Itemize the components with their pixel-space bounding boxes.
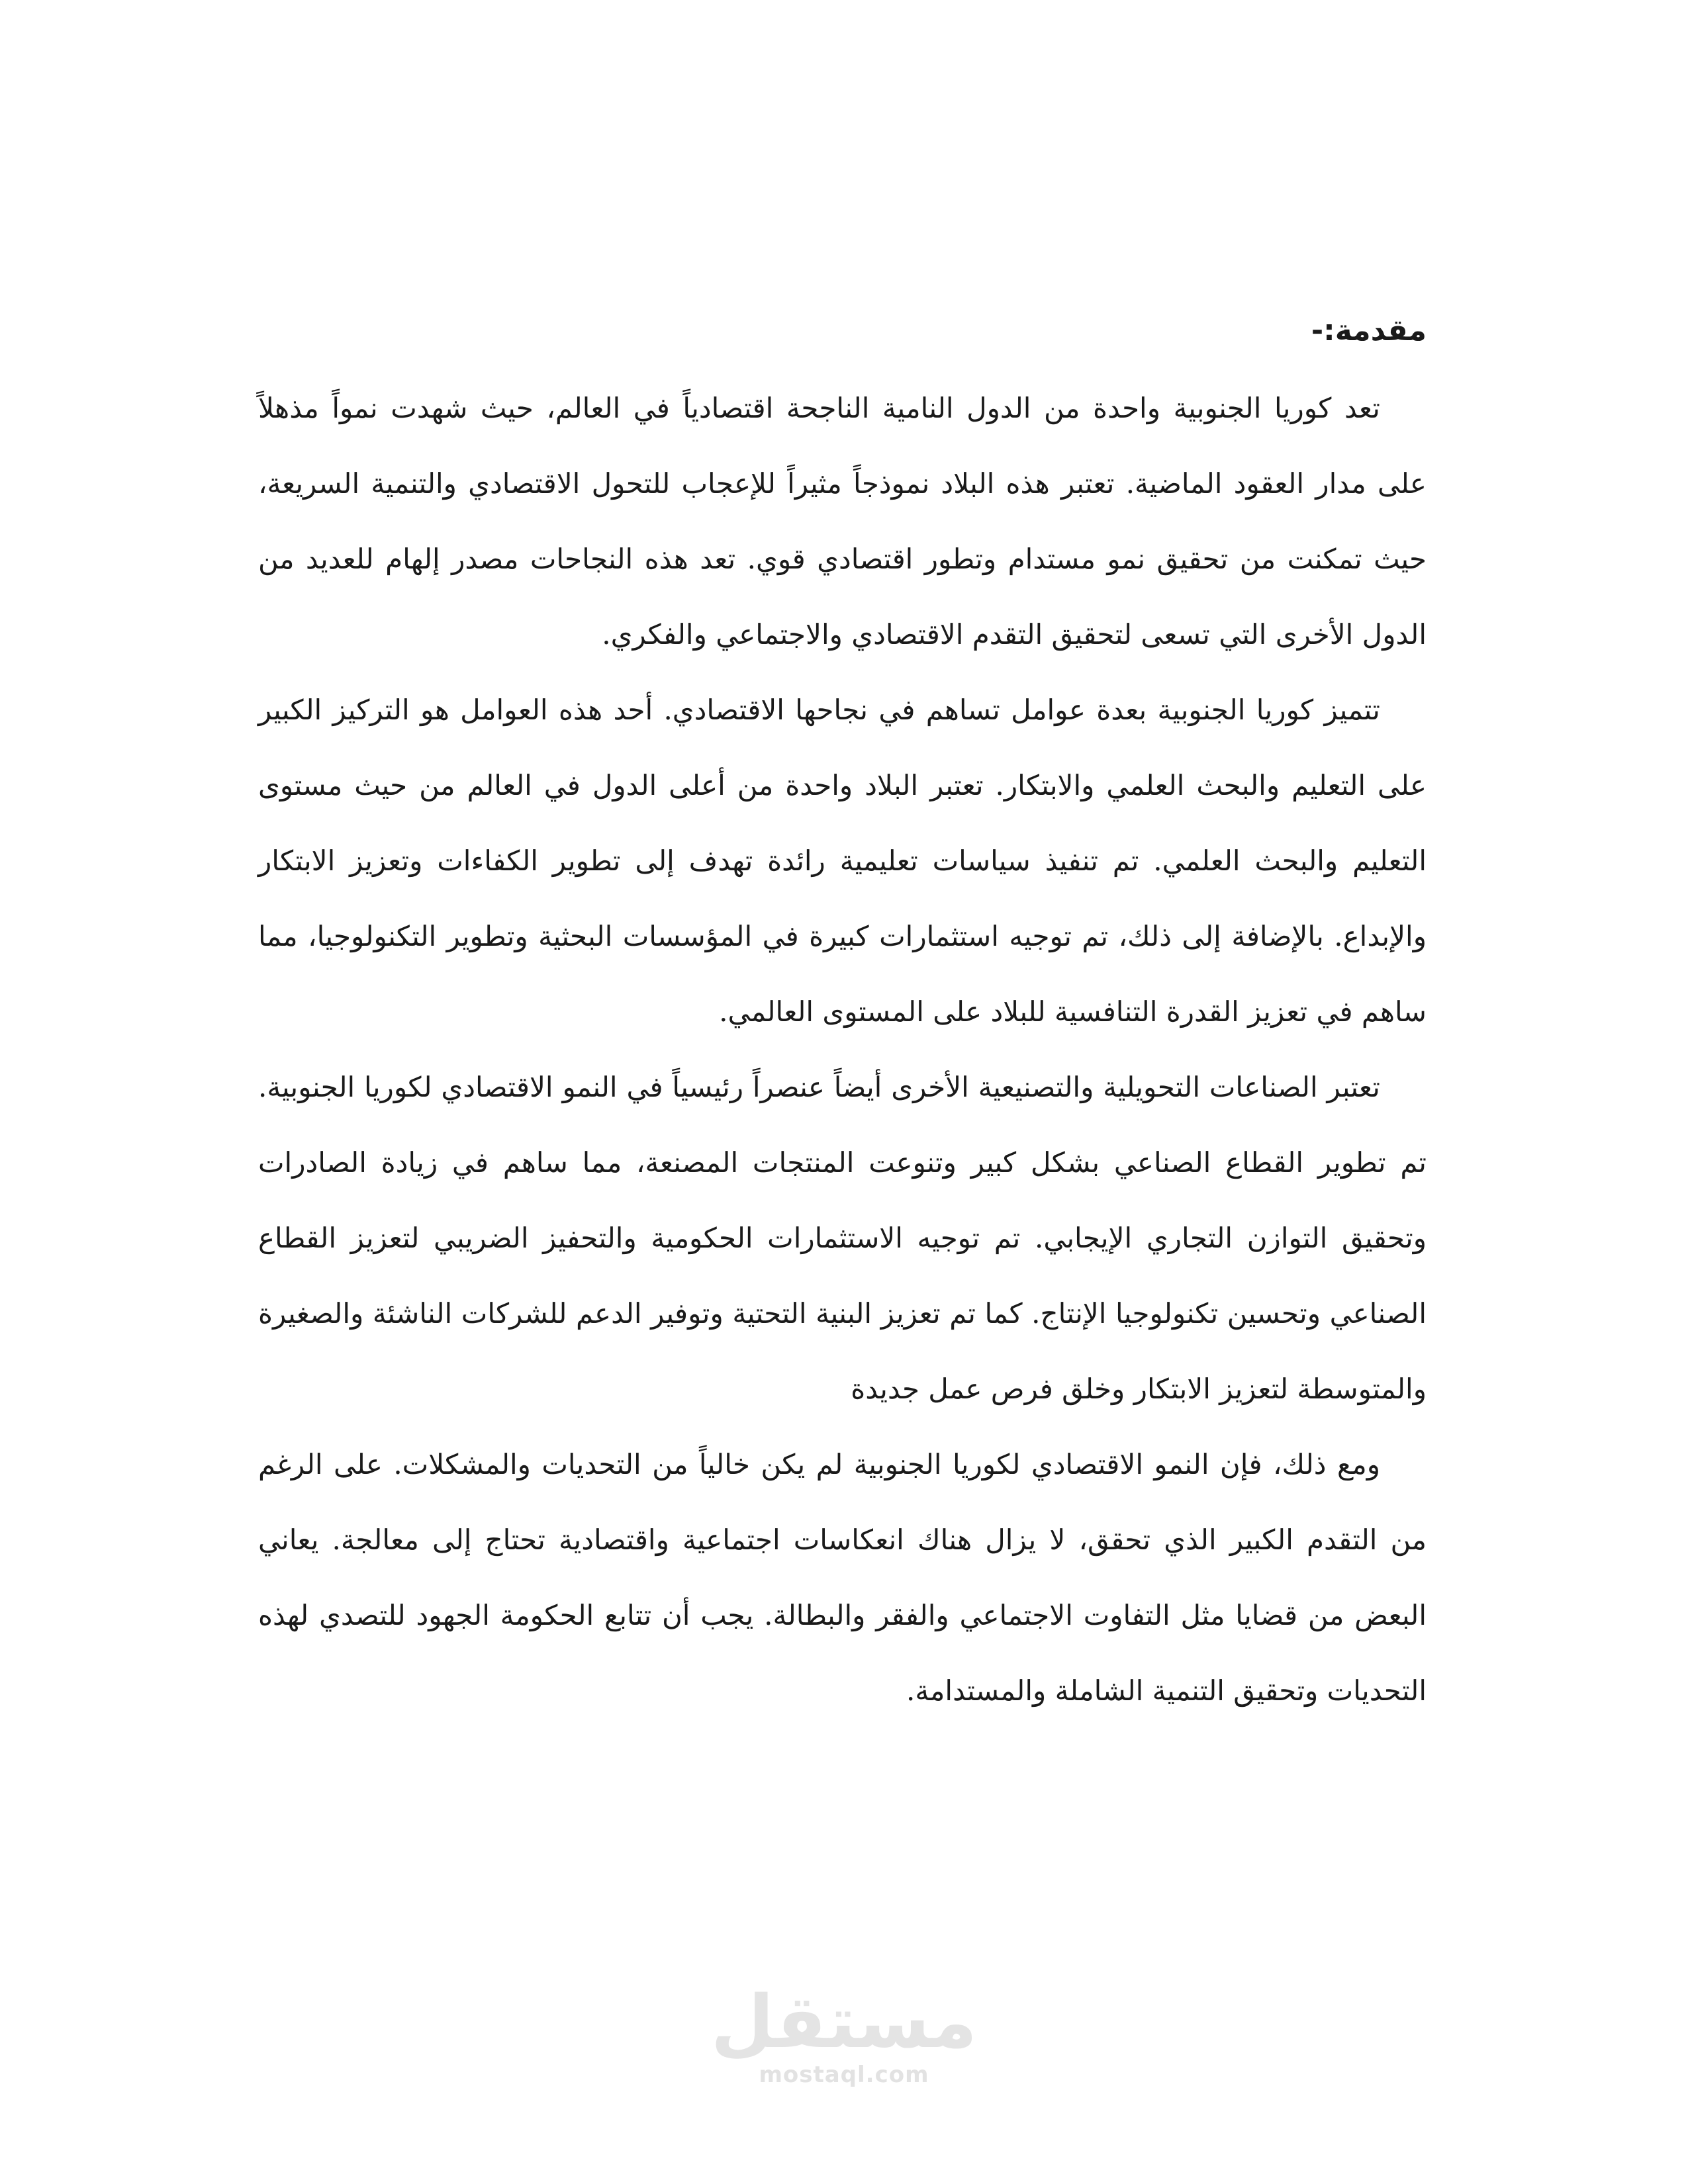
- watermark: [0, 1979, 1688, 2088]
- watermark-url: mostaql.com: [759, 2062, 929, 2088]
- section-heading: مقدمة:-: [1311, 314, 1427, 347]
- paragraph-industry: تعتبر الصناعات التحويلية والتصنيعية الأخرى أيضاً عنصراً رئيسياً في النمو الاقتصادي لكوريا الجنوبية. تم تطوير القطاع الصناعي بشكل كبير وتنوعت المنتجات المصنعة، مما ساهم في زيادة الصادرات وتحقيق التوازن التجاري الإيجابي. تم توجيه الاستثمارات الحكومية والتحفيز الضريبي لتعزيز القطاع الصناعي وتحسين تكنولوجيا الإنتاج. كما تم تعزيز البنية التحتية وتوفير الدعم للشركات الناشئة والصغيرة والمتوسطة لتعزيز الابتكار وخلق فرص عمل جديدة: [258, 1071, 1427, 1405]
- watermark-logo: مستقل: [710, 1979, 978, 2064]
- paragraph-challenges: ومع ذلك، فإن النمو الاقتصادي لكوريا الجنوبية لم يكن خالياً من التحديات والمشكلات. على الرغم من التقدم الكبير الذي تحقق، لا يزال هناك انعكاسات اجتماعية واقتصادية تحتاج إلى معالجة. يعاني البعض من قضايا مثل التفاوت الاجتماعي والفقر والبطالة. يجب أن تتابع الحكومة الجهود للتصدي لهذه التحديات وتحقيق التنمية الشاملة والمستدامة.: [258, 1448, 1427, 1707]
- paragraph-intro: تعد كوريا الجنوبية واحدة من الدول النامية الناجحة اقتصادياً في العالم، حيث شهدت نمواً مذهلاً على مدار العقود الماضية. تعتبر هذه البلاد نموذجاً مثيراً للإعجاب للتحول الاقتصادي والتنمية السريعة، حيث تمكنت من تحقيق نمو مستدام وتطور اقتصادي قوي. تعد هذه النجاحات مصدر إلهام للعديد من الدول الأخرى التي تسعى لتحقيق التقدم الاقتصادي والاجتماعي والفكري.: [258, 392, 1427, 651]
- paragraph-education: تتميز كوريا الجنوبية بعدة عوامل تساهم في نجاحها الاقتصادي. أحد هذه العوامل هو التركيز الكبير على التعليم والبحث العلمي والابتكار. تعتبر البلاد واحدة من أعلى الدول في العالم من حيث مستوى التعليم والبحث العلمي. تم تنفيذ سياسات تعليمية رائدة تهدف إلى تطوير الكفاءات وتعزيز الابتكار والإبداع. بالإضافة إلى ذلك، تم توجيه استثمارات كبيرة في المؤسسات البحثية وتطوير التكنولوجيا، مما ساهم في تعزيز القدرة التنافسية للبلاد على المستوى العالمي.: [258, 694, 1427, 1028]
- document-body: [258, 304, 1427, 1729]
